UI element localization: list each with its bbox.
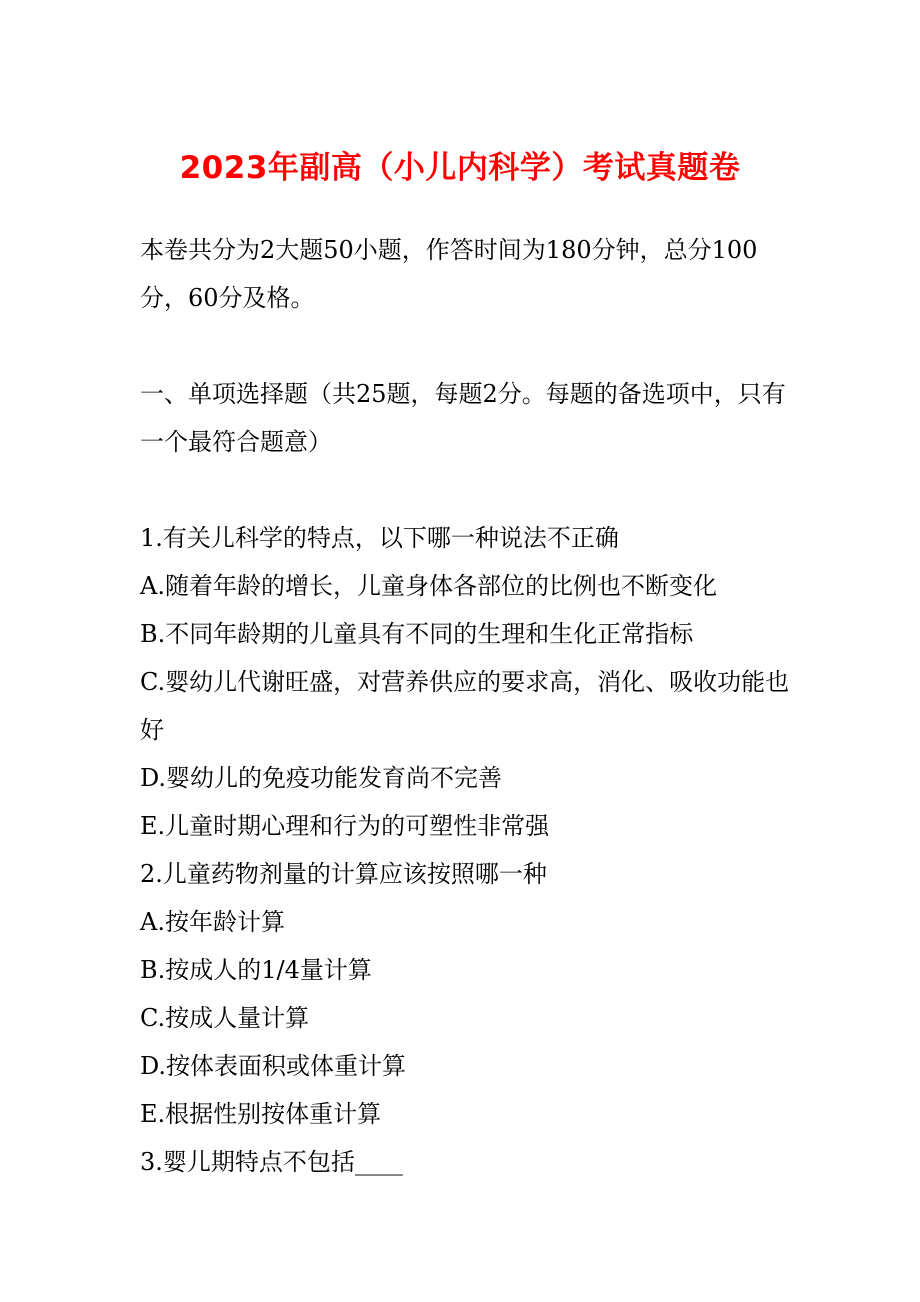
question-option: E.儿童时期心理和行为的可塑性非常强 [140,812,550,840]
question-3 [140,1138,790,1186]
spacer [140,466,790,514]
question-option: A.按年龄计算 [140,908,285,936]
question-stem: 1.有关儿科学的特点，以下哪一种说法不正确 [140,524,619,552]
question-1 [140,514,790,850]
question-option: E.根据性别按体重计算 [140,1100,382,1128]
exam-intro: 本卷共分为2大题50小题，作答时间为180分钟，总分100分，60分及格。 [140,236,758,312]
document-title: 2023年副高（小儿内科学）考试真题卷 [179,150,741,186]
question-option: C.按成人量计算 [140,1004,310,1032]
question-option: C.婴幼儿代谢旺盛，对营养供应的要求高，消化、吸收功能也好 [140,668,790,744]
question-option: D.婴幼儿的免疫功能发育尚不完善 [140,764,503,792]
question-option: A.随着年龄的增长，儿童身体各部位的比例也不断变化 [140,572,717,600]
spacer [140,322,790,370]
section-heading: 一、单项选择题（共25题，每题2分。每题的备选项中，只有一个最符合题意） [140,380,786,456]
question-stem: 2.儿童药物剂量的计算应该按照哪一种 [140,860,547,888]
question-option: D.按体表面积或体重计算 [140,1052,407,1080]
question-option: B.不同年龄期的儿童具有不同的生理和生化正常指标 [140,620,694,648]
question-2 [140,850,790,1138]
question-option: B.按成人的1/4量计算 [140,956,372,984]
question-stem: 3.婴儿期特点不包括____ [140,1148,403,1176]
document-body [140,226,790,1186]
